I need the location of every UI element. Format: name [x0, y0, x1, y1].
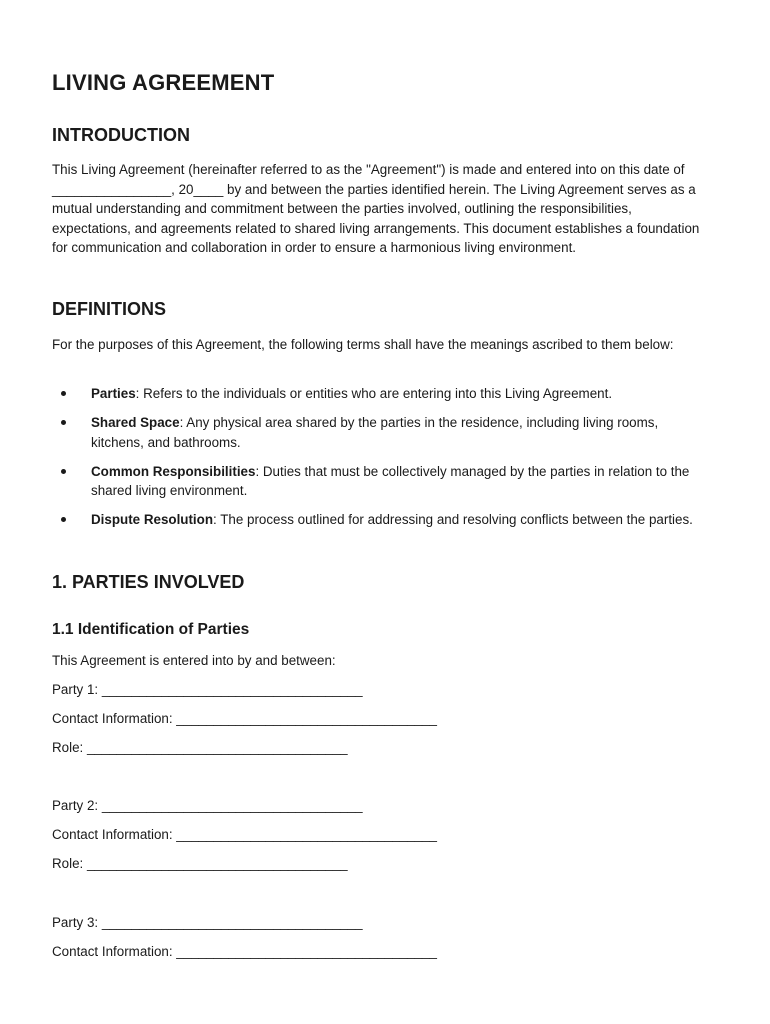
party-2-field: Party 2: ___________________________________ — [52, 798, 363, 813]
definition-term: Shared Space — [91, 415, 180, 430]
introduction-heading: INTRODUCTION — [52, 125, 190, 145]
definitions-list — [52, 384, 712, 539]
definition-term: Parties — [91, 386, 136, 401]
introduction-paragraph: This Living Agreement (hereinafter referred to as the "Agreement") is made and entered into on this date of ________________, 20____ by and between the parties identified herein. The Living Agreement serves as a mutual understanding and commitment between the parties involved, outlining the responsibilities, expectations, and agreements related to shared living arrangements. This document establishes a foundation for communication and collaboration in order to ensure a harmonious living environment. — [52, 162, 700, 255]
parties-intro: This Agreement is entered into by and between: — [52, 653, 336, 668]
definition-text: : The process outlined for addressing and resolving conflicts between the parties. — [213, 512, 693, 527]
party-2-role-field: Role: ___________________________________ — [52, 856, 348, 871]
party-1-role-field: Role: ___________________________________ — [52, 740, 348, 755]
party-2-contact-field: Contact Information: ___________________________________ — [52, 827, 437, 842]
definitions-heading: DEFINITIONS — [52, 299, 167, 319]
bullet-icon — [61, 420, 66, 425]
definition-text: : Any physical area shared by the parties in the residence, including living rooms, kitchens, and bathrooms. — [91, 415, 659, 450]
parties-involved-heading: 1. PARTIES INVOLVED — [52, 572, 245, 592]
document-title: LIVING AGREEMENT — [52, 70, 275, 95]
definition-term: Dispute Resolution — [91, 512, 214, 527]
bullet-icon — [61, 517, 66, 522]
definitions-intro: For the purposes of this Agreement, the following terms shall have the meanings ascribed to them below: — [52, 337, 674, 352]
definition-text: : Refers to the individuals or entities who are entering into this Living Agreement. — [135, 386, 613, 401]
party-1-field: Party 1: ___________________________________ — [52, 682, 363, 697]
list-item — [52, 510, 712, 530]
definition-term: Common Responsibilities — [91, 463, 256, 479]
party-3-field: Party 3: ___________________________________ — [52, 915, 363, 930]
bullet-icon — [61, 469, 66, 474]
bullet-icon — [61, 391, 66, 396]
list-item — [52, 384, 712, 404]
definition-text: : Duties that must be collectively managed by the parties in relation to the shared living environment. — [91, 463, 690, 498]
identification-subheading: 1.1 Identification of Parties — [52, 621, 250, 638]
party-3-contact-field: Contact Information: ___________________________________ — [52, 944, 437, 959]
list-item — [52, 413, 712, 452]
party-1-contact-field: Contact Information: ___________________________________ — [52, 711, 437, 726]
list-item — [52, 462, 712, 501]
